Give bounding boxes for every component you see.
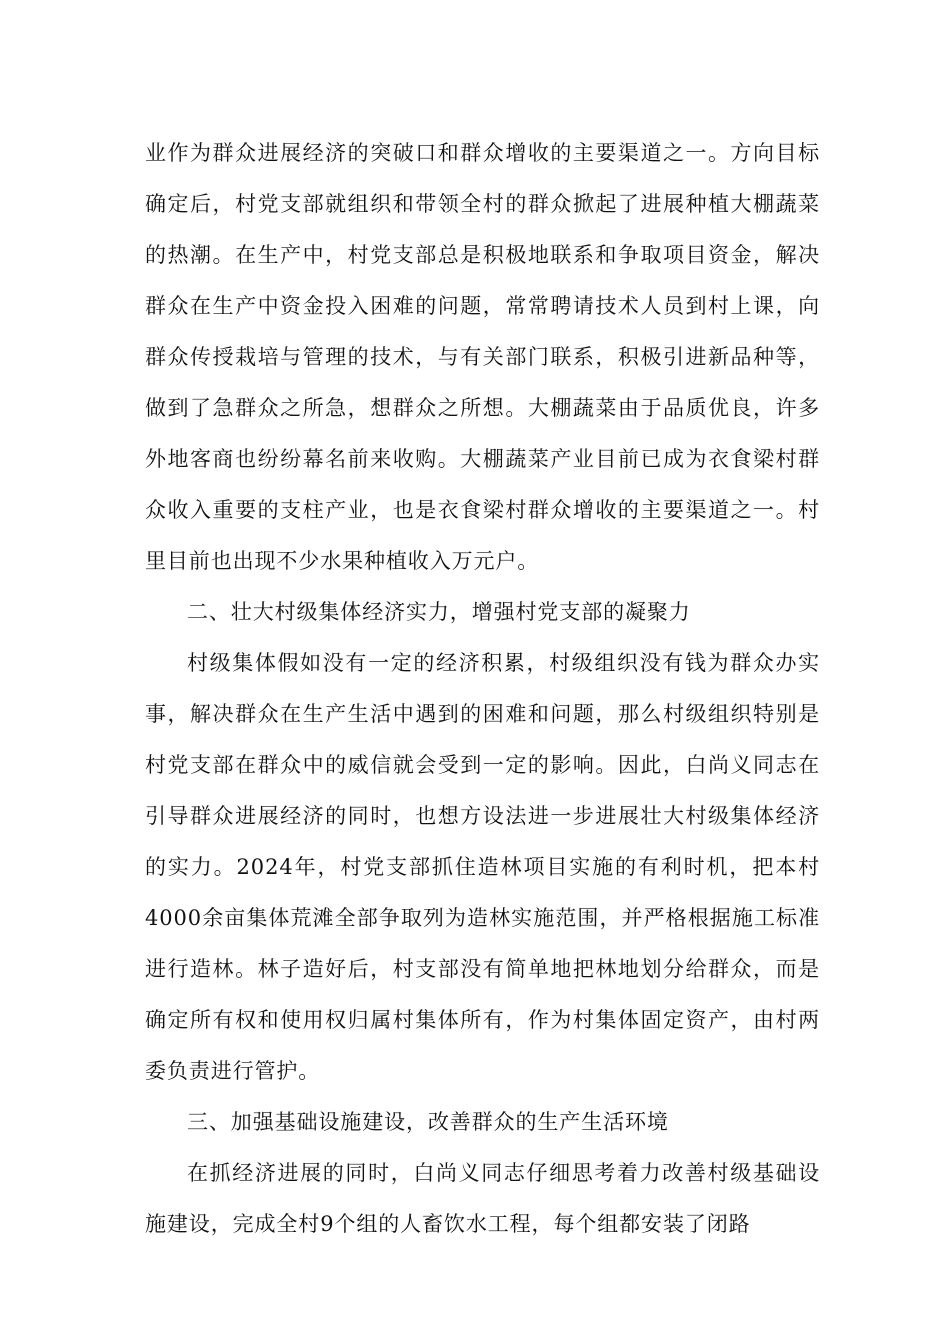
paragraph-infrastructure: 在抓经济进展的同时，白尚义同志仔细思考着力改善村级基础设施建设，完成全村9个组的人畜饮水工程，每个组都安装了闭路 — [145, 1161, 820, 1236]
document-body — [145, 128, 820, 1250]
section-heading-infrastructure: 三、加强基础设施建设，改善群众的生产生活环境 — [187, 1110, 669, 1134]
paragraph-collective-economy: 村级集体假如没有一定的经济积累，村级组织没有钱为群众办实事，解决群众在生产生活中遇到的困难和问题，那么村级组织特别是村党支部在群众中的威信就会受到一定的影响。因此，白尚义同志在引导群众进展经济的同时，也想方设法进一步进展壮大村级集体经济的实力。2024年，村党支部抓住造林项目实施的有利时机，把本村4000余亩集体荒滩全部争取列为造林实施范围，并严格根据施工标准进行造林。林子造好后，村支部没有简单地把林地划分给群众，而是确定所有权和使用权归属村集体所有，作为村集体固定资产，由村两委负责进行管护。 — [145, 651, 820, 1083]
paragraph-vegetable-industry: 业作为群众进展经济的突破口和群众增收的主要渠道之一。方向目标确定后，村党支部就组织和带领全村的群众掀起了进展种植大棚蔬菜的热潮。在生产中，村党支部总是积极地联系和争取项目资金，解决群众在生产中资金投入困难的问题，常常聘请技术人员到村上课，向群众传授栽培与管理的技术，与有关部门联系，积极引进新品种等，做到了急群众之所急，想群众之所想。大棚蔬菜由于品质优良，许多外地客商也纷纷幕名前来收购。大棚蔬菜产业目前已成为衣食梁村群众收入重要的支柱产业，也是衣食梁村群众增收的主要渠道之一。村里目前也出现不少水果种植收入万元户。 — [145, 141, 820, 573]
section-heading-collective-economy: 二、壮大村级集体经济实力，增强村党支部的凝聚力 — [187, 600, 691, 624]
